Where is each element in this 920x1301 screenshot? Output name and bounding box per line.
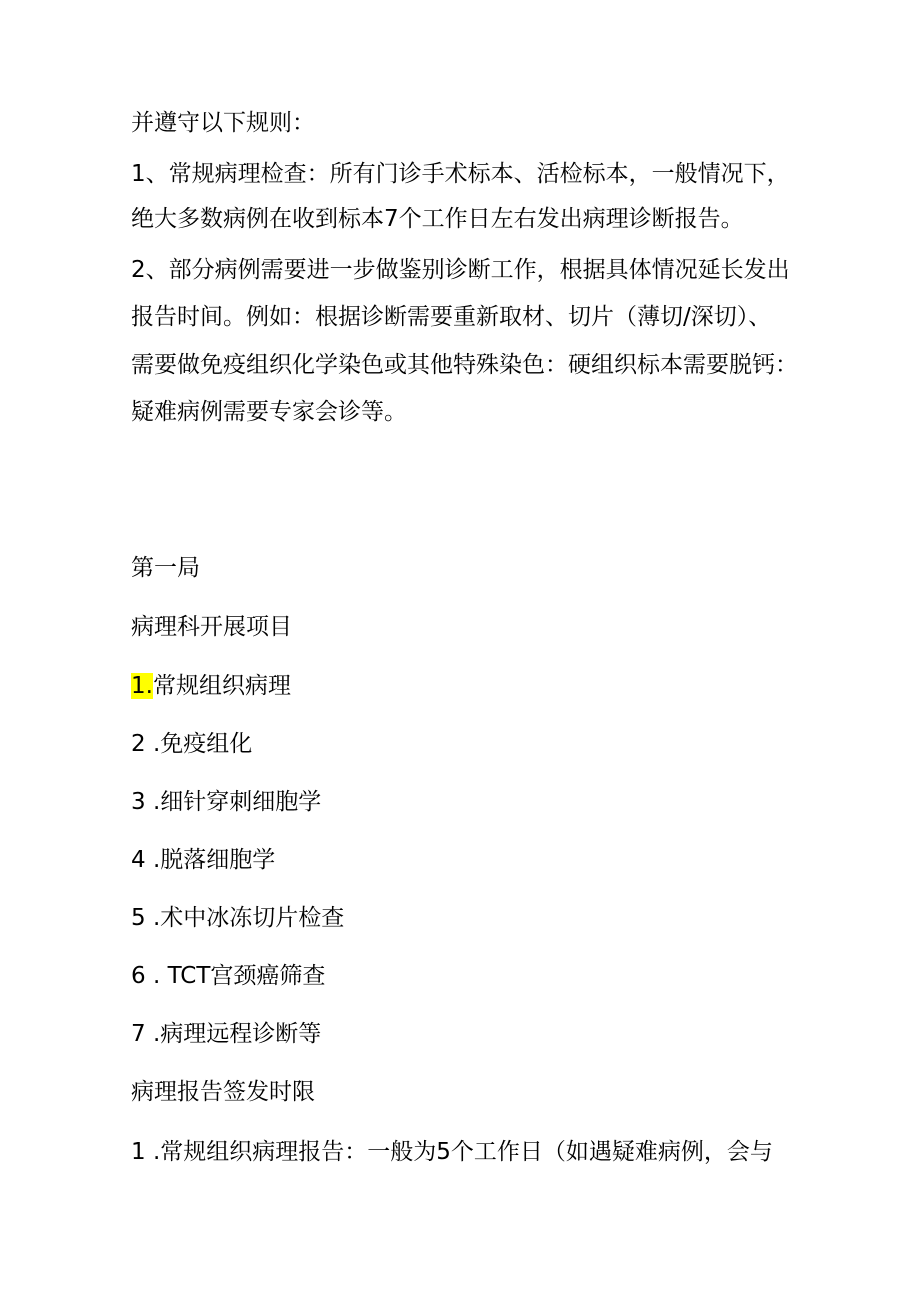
project-number: 7 <box>131 1021 146 1047</box>
project-number: 4 <box>131 847 146 873</box>
project-number: 5 <box>131 905 146 931</box>
project-label: .免疫组化 <box>152 731 253 757</box>
project-label: .脱落细胞学 <box>152 847 276 873</box>
report-text: .常规组织病理报告：一般为5个工作日（如遇疑难病例，会与 <box>152 1139 773 1165</box>
project-label: .术中冰冻切片检查 <box>152 905 345 931</box>
project-number: 6 <box>131 963 146 989</box>
report-item <box>131 1137 773 1167</box>
projects-heading: 病理科开展项目 <box>131 614 292 640</box>
project-label: 常规组织病理 <box>152 673 291 699</box>
rule-1-line-1: 1、常规病理检查：所有门诊手术标本、活检标本，一般情况下， <box>131 161 790 187</box>
rule-2-line-3: 需要做免疫组织化学染色或其他特殊染色：硬组织标本需要脱钙： <box>131 352 798 378</box>
project-item <box>131 961 325 991</box>
project-label: .细针穿刺细胞学 <box>152 789 322 815</box>
rule-1-line-2: 绝大多数病例在收到标本7个工作日左右发出病理诊断报告。 <box>131 206 744 232</box>
project-number: 2 <box>131 731 146 757</box>
rule-2-line-1: 2、部分病例需要进一步做鉴别诊断工作，根据具体情况延长发出 <box>131 257 790 283</box>
report-number: 1 <box>131 1139 146 1165</box>
project-label: .病理远程诊断等 <box>152 1021 322 1047</box>
rule-2-line-2: 报告时间。例如：根据诊断需要重新取材、切片（薄切/深切）、 <box>131 304 772 330</box>
project-item <box>131 729 252 759</box>
project-item <box>131 903 344 933</box>
project-item <box>131 845 275 875</box>
project-item <box>131 671 291 701</box>
project-label: . TCT宫颈癌筛查 <box>152 963 326 989</box>
report-heading: 病理报告签发时限 <box>131 1079 315 1105</box>
project-item <box>131 1019 321 1049</box>
project-item <box>131 787 321 817</box>
rule-2-line-4: 疑难病例需要专家会诊等。 <box>131 399 407 425</box>
project-number: 1. <box>131 673 153 699</box>
section-title: 第一局 <box>131 555 200 581</box>
project-number: 3 <box>131 789 146 815</box>
intro-lead: 并遵守以下规则： <box>131 110 315 136</box>
